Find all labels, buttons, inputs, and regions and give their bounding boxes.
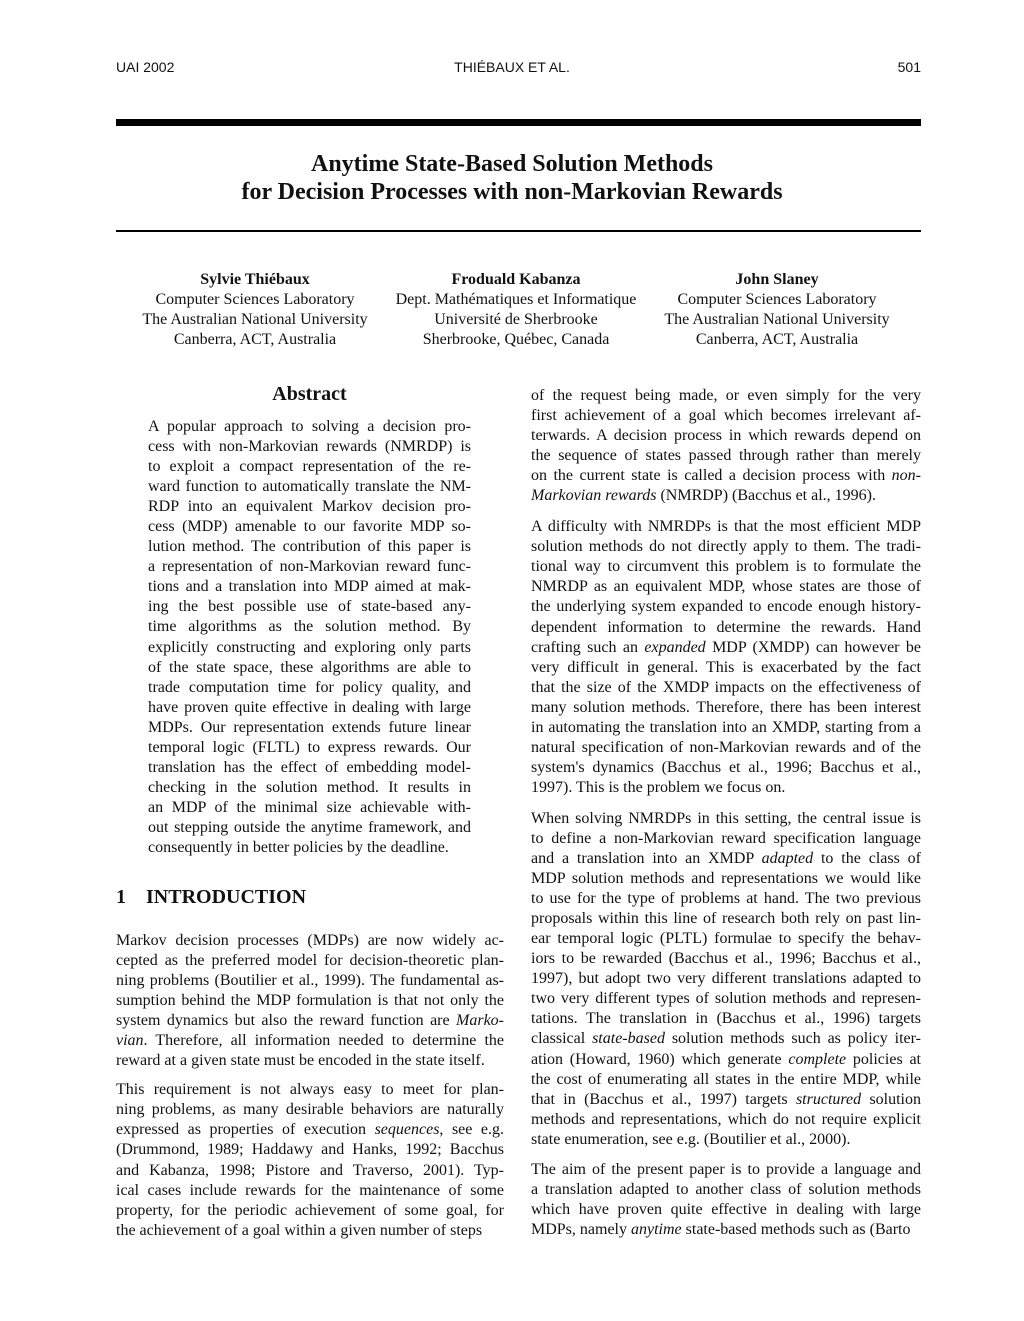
- text-segment: expressed as properties of execution: [116, 1121, 375, 1139]
- text-line: ning problems (Boutilier et al., 1999). The fundamental as-: [116, 972, 504, 990]
- text-line: checking in the solution method. It results in: [148, 778, 471, 796]
- text-line: to exploit a compact representation of the re-: [148, 458, 471, 476]
- paragraph: [116, 931, 504, 1071]
- running-header-authors: THIÉBAUX ET AL.: [454, 59, 570, 75]
- author-affiliation: Université de Sherbrooke: [434, 311, 598, 328]
- author-affiliation: Canberra, ACT, Australia: [173, 331, 337, 348]
- text-line: iors to be rewarded (Bacchus et al., 1996; Bacchus et al.,: [531, 950, 921, 968]
- page-number: 501: [897, 59, 921, 75]
- text-line: solution methods do not directly apply to them. The tradi-: [531, 538, 921, 556]
- text-line: reward at a given state must be encoded in the state itself.: [116, 1052, 485, 1070]
- italic-text: complete: [788, 1050, 847, 1068]
- paragraph: [531, 1160, 921, 1240]
- italic-text: vian: [116, 1032, 144, 1050]
- paragraph: [148, 417, 471, 858]
- text-line: that the size of the XMDP impacts on the effectiveness of: [531, 678, 921, 696]
- paragraph: [531, 517, 921, 798]
- text-segment: state-based methods such as (Barto: [681, 1220, 911, 1238]
- text-line: out stepping outside the anytime framework, and: [148, 818, 471, 836]
- text-line: [531, 1090, 921, 1110]
- author-affiliation: Computer Sciences Laboratory: [677, 291, 877, 308]
- text-line: A popular approach to solving a decision pro-: [148, 418, 471, 435]
- author-name: Sylvie Thiébaux: [200, 271, 310, 288]
- text-line: MDP solution methods and representations we would like: [531, 870, 921, 888]
- text-line: (Drummond, 1989; Haddawy and Hanks, 1992; Bacchus: [116, 1141, 504, 1159]
- author-affiliation: The Australian National University: [664, 311, 890, 328]
- text-line: lution method. The contribution of this paper is: [148, 538, 471, 556]
- text-line: in automating the translation into an XMDP, starting from a: [531, 718, 921, 736]
- text-line: an MDP of the minimal size achievable with-: [148, 798, 471, 816]
- paper-title: [0, 150, 1024, 206]
- text-line: 1997), but adopt two very different translations adapted to: [531, 970, 921, 988]
- text-line: MDPs. Our representation extends future linear: [148, 718, 471, 736]
- text-line: cess (MDP) amenable to our favorite MDP so-: [148, 518, 471, 536]
- text-line: [531, 638, 921, 658]
- text-line: cess with non-Markovian rewards (NMRDP) is: [148, 438, 471, 456]
- author-affiliation: The Australian National University: [142, 311, 368, 328]
- text-line: a translation adapted to another class of solution methods: [531, 1180, 921, 1198]
- text-line: The aim of the present paper is to provide a language and: [531, 1160, 921, 1178]
- section-heading-introduction: [116, 886, 306, 909]
- author-block: [637, 270, 917, 350]
- text-line: temporal logic (FLTL) to express rewards. Our: [148, 738, 471, 756]
- text-line: ical cases include rewards for the maintenance of some: [116, 1181, 504, 1199]
- text-line: of the state space, these algorithms are able to: [148, 658, 471, 676]
- text-line: ning problems, as many desirable behaviors are naturally: [116, 1101, 504, 1119]
- text-line: natural specification of non-Markovian rewards and of the: [531, 738, 921, 756]
- text-segment: crafting such an: [531, 638, 645, 656]
- text-line: cepted as the preferred model for decision-theoretic plan-: [116, 952, 504, 970]
- text-line: the underlying system expanded to encode enough history-: [531, 598, 921, 616]
- text-line: consequently in better policies by the deadline.: [148, 838, 449, 856]
- text-segment: that in (Bacchus et al., 1997) targets: [531, 1090, 796, 1108]
- text-segment: on the current state is called a decision process with: [531, 467, 892, 485]
- title-top-rule: [116, 119, 921, 126]
- text-line: time algorithms as the solution method. By: [148, 618, 471, 636]
- text-line: many solution methods. Therefore, there has been interest: [531, 698, 921, 716]
- author-affiliation: Sherbrooke, Québec, Canada: [422, 331, 610, 348]
- text-segment: MDP (XMDP) can however be: [705, 638, 921, 656]
- text-segment: (NMRDP) (Bacchus et al., 1996).: [656, 487, 876, 505]
- text-line: explicitly constructing and exploring only parts: [148, 638, 471, 656]
- text-line: the achievement of a goal within a given number of steps: [116, 1221, 483, 1239]
- text-line: NMRDP as an equivalent MDP, whose states are those of: [531, 578, 921, 596]
- text-line: tions and a translation into MDP aimed at mak-: [148, 578, 471, 596]
- text-segment: classical: [531, 1030, 593, 1048]
- title-line-2: for Decision Processes with non-Markovian Rewards: [241, 179, 783, 205]
- italic-text: Marko-: [456, 1012, 504, 1030]
- text-segment: solution methods such as policy iter-: [664, 1030, 921, 1048]
- text-line: a representation of non-Markovian reward func-: [148, 558, 471, 576]
- section-number: 1: [116, 886, 126, 908]
- text-line: dependent information to determine the rewards. Hand: [531, 618, 921, 636]
- text-line: and Kabanza, 1998; Pistore and Traverso, 2001). Typ-: [116, 1161, 504, 1179]
- left-column-text: [116, 931, 504, 1241]
- author-block: [376, 270, 656, 350]
- author-affiliation: Computer Sciences Laboratory: [155, 291, 355, 308]
- italic-text: state-based: [592, 1030, 665, 1048]
- text-line: [116, 1031, 504, 1051]
- text-line: Markov decision processes (MDPs) are now widely ac-: [116, 932, 504, 949]
- italic-text: non-: [891, 467, 921, 485]
- text-line: to define a non-Markovian reward specification language: [531, 829, 921, 847]
- paragraph: [531, 386, 921, 506]
- text-segment: and a translation into an XMDP: [531, 850, 762, 868]
- abstract-heading: Abstract: [272, 383, 347, 405]
- text-line: which have proven quite effective in dealing with large: [531, 1200, 921, 1218]
- section-title: INTRODUCTION: [146, 886, 307, 908]
- author-block: [115, 270, 395, 350]
- abstract-body: [148, 417, 471, 858]
- paragraph: [116, 1080, 504, 1240]
- text-line: have proven quite effective in dealing with large: [148, 698, 471, 716]
- text-line: to use for the type of problems at hand. The two previous: [531, 890, 921, 908]
- text-line: translation has the effect of embedding model-: [148, 758, 471, 776]
- italic-text: anytime: [631, 1220, 682, 1238]
- text-line: ing the best possible use of state-based any-: [148, 598, 471, 616]
- text-line: tations. The translation in (Bacchus et al., 1996) targets: [531, 1010, 921, 1028]
- text-line: property, for the periodic achievement of some goal, for: [116, 1201, 504, 1219]
- text-line: tional way to circumvent this problem is to formulate the: [531, 558, 921, 576]
- text-segment: solution: [861, 1090, 921, 1108]
- text-line: [116, 1120, 504, 1140]
- text-line: [531, 466, 921, 486]
- text-line: 1997). This is the problem we focus on.: [531, 778, 786, 796]
- right-column-text: [531, 386, 921, 1240]
- text-line: two very different types of solution methods and represen-: [531, 990, 921, 1008]
- text-line: of the request being made, or even simply for the very: [531, 387, 921, 404]
- text-line: ear temporal logic (PLTL) formulae to specify the behav-: [531, 930, 921, 948]
- text-line: methods and representations, which do not require explicit: [531, 1110, 921, 1128]
- text-line: When solving NMRDPs in this setting, the central issue is: [531, 809, 921, 827]
- title-line-1: Anytime State-Based Solution Methods: [310, 151, 713, 177]
- author-affiliation: Canberra, ACT, Australia: [695, 331, 859, 348]
- italic-text: Markovian rewards: [531, 487, 657, 505]
- running-header-venue: UAI 2002: [116, 59, 175, 75]
- text-segment: , see e.g.: [439, 1121, 505, 1139]
- author-name: John Slaney: [735, 271, 819, 288]
- text-segment: system dynamics but also the reward function are: [116, 1012, 457, 1030]
- text-line: first achievement of a goal which becomes irrelevant af-: [531, 407, 921, 425]
- text-line: [531, 1029, 921, 1049]
- italic-text: adapted: [761, 850, 814, 868]
- text-line: the cost of enumerating all states in the entire MDP, while: [531, 1070, 921, 1088]
- text-line: [531, 486, 921, 506]
- text-segment: ation (Howard, 1960) which generate: [531, 1050, 789, 1068]
- italic-text: sequences: [374, 1121, 440, 1139]
- text-line: terwards. A decision process in which rewards depend on: [531, 427, 921, 445]
- text-line: sumption behind the MDP formulation is that not only the: [116, 992, 504, 1010]
- author-affiliation: Dept. Mathématiques et Informatique: [395, 291, 637, 308]
- text-line: state enumeration, see e.g. (Boutilier et al., 2000).: [531, 1130, 851, 1148]
- text-segment: policies at: [846, 1050, 921, 1068]
- text-line: This requirement is not always easy to meet for plan-: [116, 1081, 504, 1099]
- text-line: very difficult in general. This is exacerbated by the fact: [531, 658, 921, 676]
- italic-text: structured: [795, 1090, 862, 1108]
- text-line: A difficulty with NMRDPs is that the most efficient MDP: [531, 518, 921, 536]
- text-line: [116, 1011, 504, 1031]
- text-line: the sequence of states passed through rather than merely: [531, 447, 921, 465]
- paragraph: [531, 809, 921, 1150]
- author-name: Froduald Kabanza: [451, 271, 581, 288]
- text-line: [531, 849, 921, 869]
- text-line: trade computation time for policy quality, and: [148, 678, 471, 696]
- title-bottom-rule: [116, 230, 921, 232]
- text-segment: MDPs, namely: [531, 1220, 631, 1238]
- text-line: RDP into an equivalent Markov decision pro-: [148, 498, 471, 516]
- text-line: system's dynamics (Bacchus et al., 1996; Bacchus et al.,: [531, 758, 921, 776]
- text-line: proposals within this line of research both rely on past lin-: [531, 910, 921, 928]
- text-segment: . Therefore, all information needed to determine the: [143, 1032, 504, 1050]
- text-line: [531, 1220, 921, 1240]
- text-line: [531, 1050, 921, 1070]
- text-segment: to the class of: [813, 850, 922, 868]
- italic-text: expanded: [644, 638, 706, 656]
- text-line: ward function to automatically translate the NM-: [148, 478, 471, 496]
